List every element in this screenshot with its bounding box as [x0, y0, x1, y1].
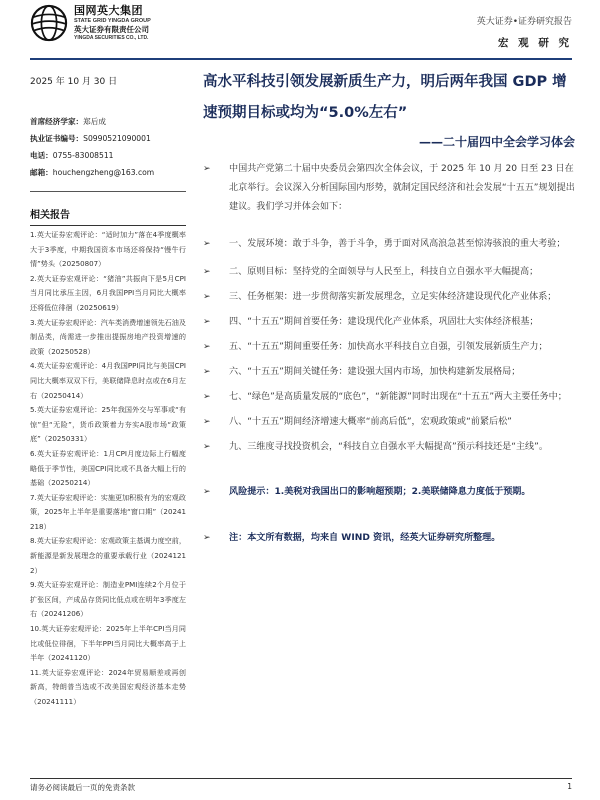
arrow-bullet-icon: ➢	[203, 267, 211, 277]
logo-english-name: STATE GRID YINGDA GROUP	[74, 18, 151, 24]
related-report-item[interactable]: 9.英大证券宏观评论：制造业PMI连续2个月位于扩张区间，产成品存货同比低点或在明年3季度左右（20241206）	[30, 580, 186, 619]
data-source-note: ➢ 注：本文所有数据，均来自 WIND 资讯，经英大证券研究所整理。	[203, 529, 575, 548]
author-email-link[interactable]: houchengzheng@163.com	[52, 168, 155, 177]
key-point: ➢ 八、“十五五”期间经济增速大概率“前高后低”，宏观政策或“前紧后松”	[203, 413, 575, 432]
company-logo	[30, 4, 151, 42]
related-report-item[interactable]: 10.英大证券宏观评论：2025年上半年CPI当月同比或低位徘徊，下半年PPI当月同比大概率高于上半年（20241120）	[30, 624, 186, 663]
key-point: ➢ 二、原则目标：坚持党的全面领导与人民至上，科技自立自强水平大幅提高；	[203, 263, 575, 282]
report-subtitle: ——二十届四中全会学习体会	[418, 135, 575, 149]
arrow-bullet-icon: ➢	[203, 533, 211, 543]
arrow-bullet-icon: ➢	[203, 164, 211, 174]
related-report-item[interactable]: 6.英大证券宏观评论：1月CPI月度边际上行幅度略低于季节性，美国CPI同比或不具备大幅上行的基础（20250214）	[30, 448, 186, 488]
related-report-item[interactable]: 5.英大证券宏观评论：25年我国外交与军事或“有惊”但“无险”，货币政策着力夯实A股市场“政策底”（20250331）	[30, 405, 186, 444]
author-license-line: 执业证书编号：S0990521090001	[30, 134, 151, 143]
related-report-item[interactable]: 7.英大证券宏观评论：实施更加积极有为的宏观政策，2025年上半年是重要落地“窗口期”（20241218）	[30, 492, 186, 531]
sidebar-divider	[30, 191, 186, 192]
related-report-item[interactable]: 1.英大证券宏观评论：“适时加力”落在4季度概率大于3季度，中期我国资本市场还将保持“慢牛行情”势头（20250807）	[30, 230, 186, 269]
related-report-item[interactable]: 2.英大证券宏观评论：“猪油”共振向下是5月CPI当月同比承压主因，6月我国PPI当月同比大概率还将低位徘徊（20250619）	[30, 273, 186, 312]
arrow-bullet-icon: ➢	[203, 442, 211, 452]
related-report-item[interactable]: 8.英大证券宏观评论：宏观政策主基调力度空前，新能源是新发展理念的重要承载行业（20241212）	[30, 536, 186, 575]
key-point: ➢ 六、“十五五”期间关键任务：建设强大国内市场，加快构建新发展格局；	[203, 363, 575, 382]
risk-warning: ➢ 风险提示：1.美税对我国出口的影响超预期；2.美联储降息力度低于预期。	[203, 483, 575, 502]
arrow-bullet-icon: ➢	[203, 367, 211, 377]
header-rule	[30, 58, 572, 60]
related-reports-heading: 相关报告	[30, 210, 70, 221]
footer-rule	[30, 778, 572, 779]
arrow-bullet-icon: ➢	[203, 487, 211, 497]
logo-sub-chinese-name: 英大证券有限责任公司	[74, 25, 149, 34]
author-name-line: 首席经济学家：郑后成	[30, 117, 106, 126]
arrow-bullet-icon: ➢	[203, 417, 211, 427]
report-series: 英大证券•证券研究报告	[476, 17, 572, 27]
footer-disclaimer: 请务必阅读最后一页的免责条款	[30, 783, 135, 792]
key-point: ➢ 三、任务框架：进一步贯彻落实新发展理念，立足实体经济建设现代化产业体系；	[203, 288, 575, 307]
key-points	[203, 160, 575, 548]
arrow-bullet-icon: ➢	[203, 239, 211, 249]
report-header	[0, 0, 600, 62]
related-reports-rule	[30, 225, 186, 226]
key-point: ➢ 七、“绿色”是高质量发展的“底色”，“新能源”同时出现在“十五五”两大主要任务中；	[203, 388, 575, 407]
logo-chinese-name: 国网英大集团	[74, 4, 143, 17]
related-report-item[interactable]: 11.英大证券宏观评论：2024年贸易顺差或再创新高，特朗普当选或不改美国宏观经济基本走势（20241111）	[30, 667, 186, 706]
related-report-item[interactable]: 3.英大证券宏观评论：汽车类消费增速领先石油及制品类，尚需进一步推出提振房地产投资增速的政策（20250528）	[30, 317, 186, 356]
state-grid-globe-icon	[30, 4, 68, 42]
related-reports-list	[30, 228, 186, 710]
sidebar	[30, 62, 186, 710]
arrow-bullet-icon: ➢	[203, 392, 211, 402]
author-email-line: 邮箱：houchengzheng@163.com	[30, 168, 155, 177]
key-point: ➢ 五、“十五五”期间重要任务：加快高水平科技自立自强，引领发展新质生产力；	[203, 338, 575, 357]
page-number: 1	[567, 782, 572, 791]
arrow-bullet-icon: ➢	[203, 292, 211, 302]
report-date: 2025 年 10 月 30 日	[30, 77, 118, 87]
arrow-bullet-icon: ➢	[203, 342, 211, 352]
author-phone-line: 电话：0755-83008511	[30, 151, 114, 160]
main-content	[203, 62, 575, 548]
report-type: 宏 观 研 究	[498, 37, 572, 49]
author-info	[30, 113, 186, 181]
key-point: ➢ 一、发展环境：敢于斗争，善于斗争，勇于面对风高浪急甚至惊涛骇浪的重大考验；	[203, 235, 575, 254]
key-point: ➢ 四、“十五五”期间首要任务：建设现代化产业体系，巩固壮大实体经济根基；	[203, 313, 575, 332]
related-report-item[interactable]: 4.英大证券宏观评论：4月我国PPI同比与美国CPI同比大概率双双下行，美联储降息时点或在6月左右（20250414）	[30, 361, 186, 400]
logo-sub-english-name: YINGDA SECURITIES CO., LTD.	[74, 35, 149, 41]
key-point: ➢ 九、三维度寻找投资机会，“科技自立自强水平大幅提高”预示科技还是“主线”。	[203, 438, 575, 457]
intro-paragraph: ➢ 中国共产党第二十届中央委员会第四次全体会议，于 2025 年 10 月 20 日至 23 日在北京举行。会议深入分析国际国内形势，就制定国民经济和社会发展“十五五”规划提出建议。我们学习并体会如下：	[203, 160, 575, 217]
report-title: 高水平科技引领发展新质生产力，明后两年我国 GDP 增速预期目标或均为“5.0%左右”	[203, 74, 567, 121]
arrow-bullet-icon: ➢	[203, 317, 211, 327]
